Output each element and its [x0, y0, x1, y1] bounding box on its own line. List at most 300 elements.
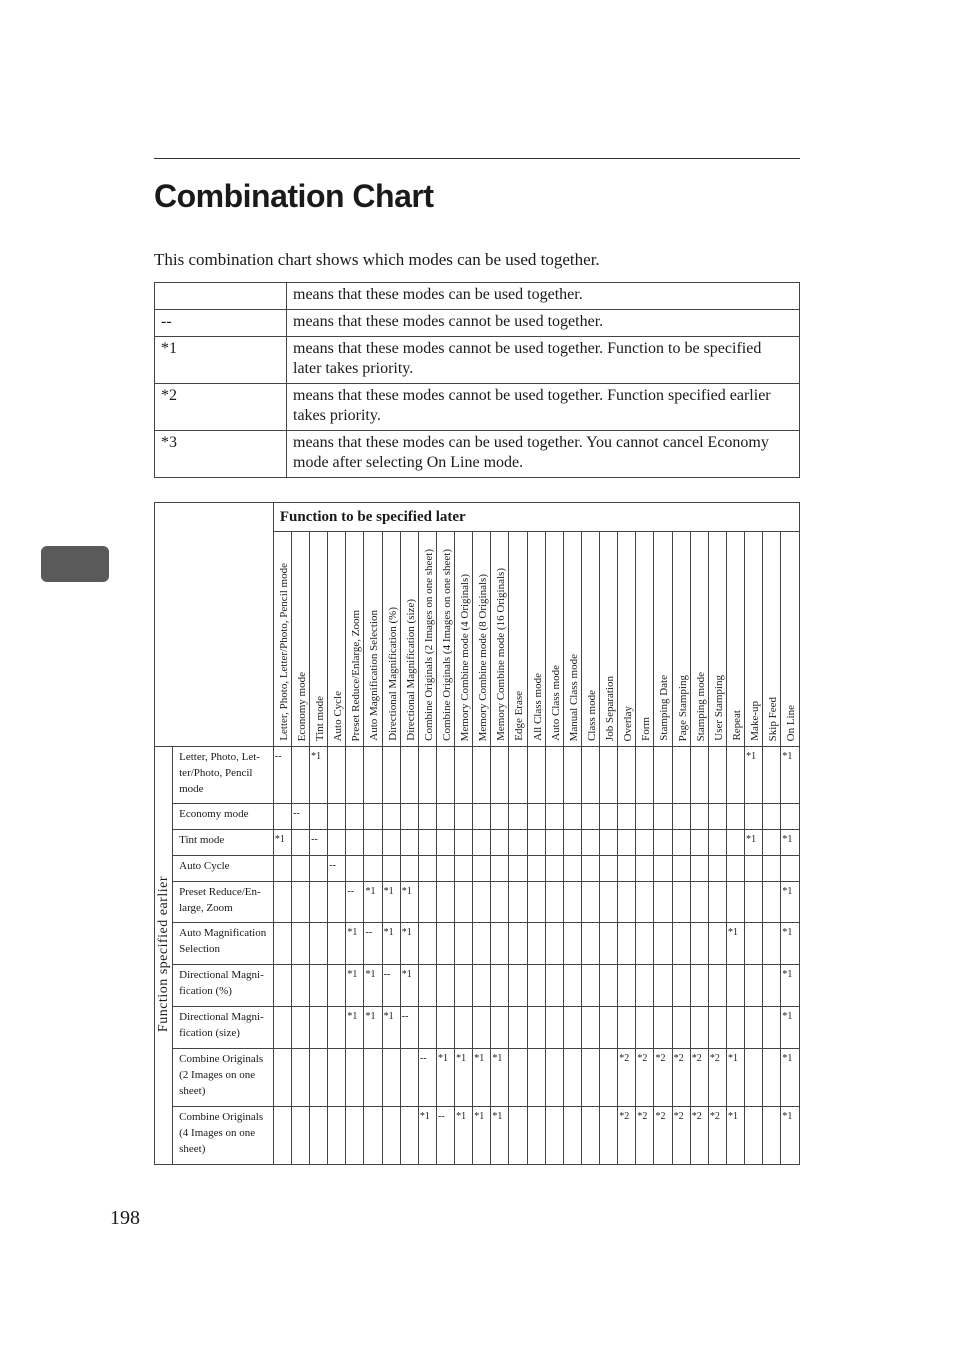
table-cell	[672, 830, 690, 856]
column-header-label: Economy mode	[295, 671, 308, 741]
table-cell	[636, 856, 654, 882]
column-header	[473, 532, 491, 747]
column-header-label: Tint mode	[314, 695, 327, 741]
table-cell: *1	[473, 1049, 491, 1107]
table-cell: *1	[781, 1107, 800, 1165]
table-cell: *1	[418, 1107, 436, 1165]
row-label: Combine Originals (2 Images on one sheet)	[173, 1049, 274, 1107]
table-cell: *1	[781, 882, 800, 923]
table-cell	[310, 923, 328, 965]
table-cell: *2	[672, 1107, 690, 1165]
page-number: 198	[110, 1207, 140, 1229]
table-cell	[618, 856, 636, 882]
table-cell	[364, 804, 382, 830]
table-cell: *1	[382, 882, 400, 923]
table-cell: *1	[400, 882, 418, 923]
table-cell	[436, 882, 454, 923]
table-cell	[291, 882, 309, 923]
column-header	[310, 532, 328, 747]
table-row	[155, 882, 800, 923]
row-label: Tint mode	[173, 830, 274, 856]
table-cell	[581, 856, 599, 882]
table-cell	[600, 965, 618, 1007]
column-header	[545, 532, 563, 747]
table-cell: *2	[654, 1049, 672, 1107]
table-cell	[600, 747, 618, 804]
table-cell	[310, 1107, 328, 1165]
table-cell: --	[400, 1007, 418, 1049]
table-cell	[654, 747, 672, 804]
legend-symbol: *1	[155, 337, 287, 384]
table-cell	[618, 747, 636, 804]
table-row	[155, 856, 800, 882]
column-header-label: All Class mode	[531, 673, 544, 741]
table-cell: *1	[382, 923, 400, 965]
table-cell	[436, 965, 454, 1007]
table-cell: *1	[364, 882, 382, 923]
column-header-label: Overlay	[622, 705, 635, 741]
table-cell	[291, 856, 309, 882]
table-cell: *1	[473, 1107, 491, 1165]
legend-description: means that these modes cannot be used together. Function to be specified later takes priority.	[287, 337, 800, 384]
column-header	[636, 532, 654, 747]
table-cell: *1	[491, 1107, 509, 1165]
table-cell	[563, 1107, 581, 1165]
table-cell	[418, 804, 436, 830]
column-header	[491, 532, 509, 747]
table-cell	[491, 965, 509, 1007]
column-header	[455, 532, 473, 747]
table-cell	[310, 856, 328, 882]
table-cell	[745, 965, 763, 1007]
table-cell	[400, 747, 418, 804]
table-cell	[527, 856, 545, 882]
table-cell	[291, 1007, 309, 1049]
row-label: Preset Reduce/En-large, Zoom	[173, 882, 274, 923]
column-header-label: Make-up	[749, 701, 762, 741]
table-cell: --	[364, 923, 382, 965]
table-cell	[690, 882, 708, 923]
legend-symbol: --	[155, 310, 287, 337]
column-header-label: Form	[640, 717, 653, 741]
row-label: Directional Magni-fication (%)	[173, 965, 274, 1007]
table-cell	[563, 1049, 581, 1107]
table-cell	[581, 804, 599, 830]
table-row	[155, 747, 800, 804]
table-cell	[328, 923, 346, 965]
table-cell: *2	[690, 1107, 708, 1165]
table-cell	[708, 856, 726, 882]
table-cell	[690, 830, 708, 856]
table-cell: *1	[781, 830, 800, 856]
column-header	[400, 532, 418, 747]
table-cell	[382, 804, 400, 830]
column-header	[273, 532, 291, 747]
table-cell	[600, 1107, 618, 1165]
table-cell: *1	[346, 1007, 364, 1049]
table-cell	[509, 882, 527, 923]
table-cell	[455, 965, 473, 1007]
table-cell: --	[346, 882, 364, 923]
table-cell	[527, 923, 545, 965]
column-header	[618, 532, 636, 747]
column-header-label: Directional Magnification (size)	[404, 599, 417, 741]
table-cell	[491, 882, 509, 923]
column-header	[654, 532, 672, 747]
column-header	[436, 532, 454, 747]
table-cell	[545, 1107, 563, 1165]
table-cell	[690, 965, 708, 1007]
row-label: Combine Originals (4 Images on one sheet)	[173, 1107, 274, 1165]
table-cell	[726, 804, 744, 830]
table-cell	[491, 856, 509, 882]
table-cell	[291, 830, 309, 856]
table-cell	[509, 1007, 527, 1049]
table-cell	[636, 965, 654, 1007]
table-cell	[328, 747, 346, 804]
table-cell	[600, 923, 618, 965]
column-header	[672, 532, 690, 747]
table-cell	[364, 830, 382, 856]
column-header	[346, 532, 364, 747]
table-cell	[763, 882, 781, 923]
table-cell: *1	[745, 747, 763, 804]
legend-symbol: *2	[155, 384, 287, 431]
table-cell	[418, 882, 436, 923]
table-cell	[310, 1049, 328, 1107]
table-cell	[690, 856, 708, 882]
table-cell: *1	[382, 1007, 400, 1049]
table-cell	[273, 965, 291, 1007]
table-cell	[273, 1007, 291, 1049]
legend-symbol	[155, 283, 287, 310]
legend-description: means that these modes can be used together. You cannot cancel Economy mode after selecting On Line mode.	[287, 431, 800, 478]
table-cell	[382, 856, 400, 882]
table-cell	[364, 747, 382, 804]
table-cell	[672, 804, 690, 830]
table-cell	[708, 747, 726, 804]
table-cell: *1	[436, 1049, 454, 1107]
table-cell	[346, 747, 364, 804]
table-cell	[708, 804, 726, 830]
table-cell	[328, 882, 346, 923]
table-cell	[509, 965, 527, 1007]
table-cell	[509, 856, 527, 882]
table-cell	[509, 747, 527, 804]
table-row	[155, 1107, 800, 1165]
table-cell	[563, 1007, 581, 1049]
column-header-label: Job Separation	[604, 675, 617, 741]
column-header	[781, 532, 800, 747]
table-cell	[527, 1049, 545, 1107]
table-cell	[545, 923, 563, 965]
column-header	[527, 532, 545, 747]
table-cell	[654, 1007, 672, 1049]
table-cell: *1	[491, 1049, 509, 1107]
table-cell	[291, 965, 309, 1007]
table-cell: *1	[726, 923, 744, 965]
table-cell	[382, 747, 400, 804]
table-cell	[708, 1007, 726, 1049]
legend-description: means that these modes cannot be used together.	[287, 310, 800, 337]
table-cell	[690, 1007, 708, 1049]
table-cell	[346, 830, 364, 856]
table-cell	[690, 804, 708, 830]
table-cell: *1	[726, 1107, 744, 1165]
table-cell: *2	[690, 1049, 708, 1107]
table-cell	[654, 923, 672, 965]
table-cell	[690, 747, 708, 804]
table-cell: *1	[346, 923, 364, 965]
table-cell	[745, 1007, 763, 1049]
table-cell	[672, 856, 690, 882]
table-row	[155, 1049, 800, 1107]
table-cell	[473, 856, 491, 882]
column-header	[364, 532, 382, 747]
table-cell	[618, 965, 636, 1007]
legend-row	[155, 310, 800, 337]
table-cell	[273, 1107, 291, 1165]
top-rule	[154, 158, 800, 159]
table-cell	[581, 830, 599, 856]
table-cell	[400, 1107, 418, 1165]
column-header-label: Auto Cycle	[332, 690, 345, 741]
table-cell	[273, 923, 291, 965]
table-cell	[672, 1007, 690, 1049]
table-cell: *1	[781, 747, 800, 804]
table-cell	[726, 965, 744, 1007]
table-cell	[382, 1107, 400, 1165]
table-cell	[545, 1007, 563, 1049]
table-cell	[563, 965, 581, 1007]
table-cell	[527, 1007, 545, 1049]
column-header-label: Auto Class mode	[549, 665, 562, 741]
table-cell	[726, 856, 744, 882]
table-cell: --	[436, 1107, 454, 1165]
table-cell	[726, 1007, 744, 1049]
table-cell	[581, 1107, 599, 1165]
table-cell	[545, 1049, 563, 1107]
later-function-header: Function to be specified later	[273, 503, 799, 532]
table-cell	[491, 923, 509, 965]
table-cell	[581, 1007, 599, 1049]
table-cell	[672, 923, 690, 965]
table-cell	[636, 923, 654, 965]
table-cell	[618, 830, 636, 856]
table-cell: *1	[781, 1049, 800, 1107]
table-cell	[364, 1107, 382, 1165]
column-header	[291, 532, 309, 747]
table-cell: *1	[726, 1049, 744, 1107]
table-cell	[473, 1007, 491, 1049]
column-header	[763, 532, 781, 747]
table-cell	[328, 965, 346, 1007]
column-header-label: Skip Feed	[767, 696, 780, 741]
table-cell	[310, 804, 328, 830]
table-cell	[436, 747, 454, 804]
table-cell	[763, 747, 781, 804]
row-label: Auto Cycle	[173, 856, 274, 882]
column-header	[726, 532, 744, 747]
table-cell: *1	[310, 747, 328, 804]
column-header-label: Page Stamping	[676, 674, 689, 741]
table-cell	[364, 856, 382, 882]
table-cell	[600, 856, 618, 882]
table-cell	[745, 1107, 763, 1165]
table-cell	[763, 830, 781, 856]
table-cell: *2	[708, 1049, 726, 1107]
column-header-label: Stamping mode	[694, 671, 707, 741]
table-cell	[600, 804, 618, 830]
table-cell	[600, 830, 618, 856]
table-cell	[726, 747, 744, 804]
table-cell	[708, 830, 726, 856]
table-cell	[273, 882, 291, 923]
table-cell	[418, 747, 436, 804]
table-cell: *2	[708, 1107, 726, 1165]
table-cell	[600, 1007, 618, 1049]
table-cell	[636, 804, 654, 830]
table-cell	[364, 1049, 382, 1107]
earlier-function-label: Function specified earlier	[155, 875, 171, 1033]
table-row	[155, 830, 800, 856]
table-cell: *2	[672, 1049, 690, 1107]
table-cell: *2	[636, 1049, 654, 1107]
column-header	[581, 532, 599, 747]
column-header-label: Edge Erase	[513, 691, 526, 741]
table-cell	[636, 1007, 654, 1049]
table-cell	[436, 856, 454, 882]
table-cell: *1	[273, 830, 291, 856]
table-cell	[509, 1107, 527, 1165]
table-cell	[763, 1007, 781, 1049]
table-cell	[654, 856, 672, 882]
table-cell	[708, 923, 726, 965]
table-cell	[618, 882, 636, 923]
table-cell: *1	[781, 1007, 800, 1049]
table-cell: *1	[400, 965, 418, 1007]
table-cell	[763, 804, 781, 830]
row-label: Auto Magnification Selection	[173, 923, 274, 965]
table-cell	[491, 830, 509, 856]
table-cell	[763, 965, 781, 1007]
table-cell	[654, 882, 672, 923]
table-cell	[563, 923, 581, 965]
table-cell	[455, 1007, 473, 1049]
table-cell	[726, 830, 744, 856]
table-cell	[581, 747, 599, 804]
row-label: Economy mode	[173, 804, 274, 830]
column-header	[418, 532, 436, 747]
column-header-label: Auto Magnification Selection	[368, 610, 381, 741]
column-header	[600, 532, 618, 747]
table-cell	[436, 1007, 454, 1049]
table-cell	[563, 882, 581, 923]
table-cell	[273, 1049, 291, 1107]
table-cell	[781, 856, 800, 882]
table-cell: *1	[781, 965, 800, 1007]
table-cell: *1	[745, 830, 763, 856]
table-cell	[473, 830, 491, 856]
table-cell	[654, 965, 672, 1007]
column-header	[690, 532, 708, 747]
table-row	[155, 804, 800, 830]
table-cell	[509, 804, 527, 830]
table-cell	[581, 882, 599, 923]
table-cell	[400, 856, 418, 882]
column-header-label: On Line	[785, 704, 798, 741]
table-cell	[346, 1049, 364, 1107]
table-cell	[328, 804, 346, 830]
table-cell	[509, 830, 527, 856]
table-cell	[346, 856, 364, 882]
table-cell	[672, 747, 690, 804]
table-cell: --	[310, 830, 328, 856]
table-cell	[291, 923, 309, 965]
table-cell	[310, 1007, 328, 1049]
table-cell	[600, 1049, 618, 1107]
table-cell	[436, 804, 454, 830]
table-cell	[491, 804, 509, 830]
table-cell	[473, 923, 491, 965]
table-cell	[636, 830, 654, 856]
table-cell: --	[273, 747, 291, 804]
table-cell	[509, 923, 527, 965]
column-header-label: Memory Combine mode (8 Originals)	[477, 573, 490, 741]
table-cell	[382, 1049, 400, 1107]
column-header	[745, 532, 763, 747]
column-header-label: Manual Class mode	[567, 653, 580, 741]
legend-symbol: *3	[155, 431, 287, 478]
row-label: Letter, Photo, Let-ter/Photo, Pencil mode	[173, 747, 274, 804]
table-cell	[436, 830, 454, 856]
column-header-label: User Stamping	[712, 675, 725, 741]
table-cell: *2	[654, 1107, 672, 1165]
table-row	[155, 1007, 800, 1049]
table-cell	[473, 804, 491, 830]
table-cell: *1	[346, 965, 364, 1007]
table-cell	[273, 856, 291, 882]
table-cell	[473, 965, 491, 1007]
table-cell	[745, 1049, 763, 1107]
legend-description: means that these modes cannot be used together. Function specified earlier takes priority.	[287, 384, 800, 431]
table-cell	[672, 882, 690, 923]
table-cell	[563, 804, 581, 830]
table-cell	[618, 1007, 636, 1049]
legend-row	[155, 283, 800, 310]
table-cell	[581, 923, 599, 965]
column-header-label: Memory Combine mode (4 Originals)	[459, 573, 472, 741]
table-cell	[545, 882, 563, 923]
table-cell	[491, 1007, 509, 1049]
table-cell	[400, 804, 418, 830]
page-title: Combination Chart	[154, 178, 434, 214]
table-cell	[527, 965, 545, 1007]
table-cell: *1	[364, 965, 382, 1007]
column-header-label: Class mode	[585, 689, 598, 741]
column-header	[509, 532, 527, 747]
table-cell	[328, 1107, 346, 1165]
table-cell	[545, 804, 563, 830]
table-cell	[455, 747, 473, 804]
column-header	[382, 532, 400, 747]
table-cell: --	[418, 1049, 436, 1107]
table-cell: --	[291, 804, 309, 830]
table-cell	[781, 804, 800, 830]
table-cell	[328, 830, 346, 856]
column-header	[563, 532, 581, 747]
legend-table	[154, 282, 800, 478]
